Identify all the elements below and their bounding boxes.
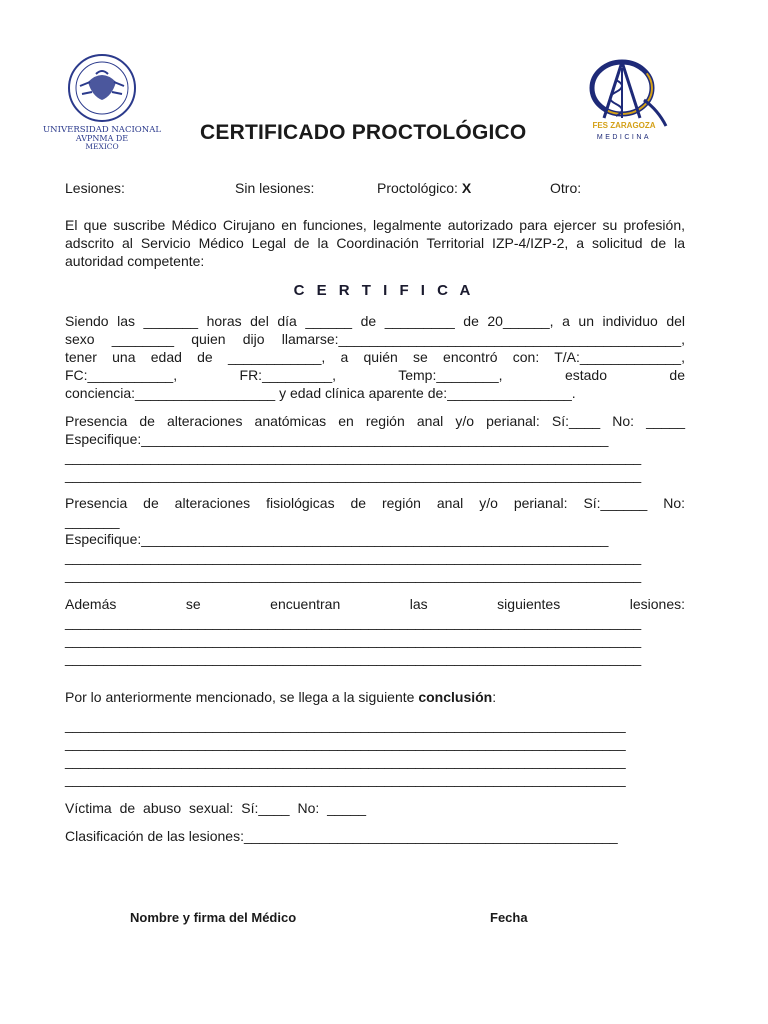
p1-line-2: sexo ________ quien dijo llamarse:____________________________________________, [65, 331, 685, 347]
intro-paragraph: El que suscribe Médico Cirujano en funciones, legalmente autorizado para ejercer su profesión, adscrito al Servicio Médico Legal de la Coordinación Territorial IZP-4/IZP-2, a solicitud de la autoridad competente: [65, 217, 685, 269]
p1-line-5: conciencia:__________________ y edad clínica aparente de:________________. [65, 385, 576, 401]
s2-blank-1: __________________________________________________________________________ [65, 449, 642, 465]
caduceus-icon [574, 58, 678, 146]
s2-blank-2: __________________________________________________________________________ [65, 467, 642, 483]
sin-lesiones-label: Sin lesiones: [235, 180, 315, 196]
clasificacion-line: Clasificación de las lesiones:________________________________________________ [65, 828, 618, 844]
certifica-heading: C E R T I F I C A [293, 282, 475, 299]
s4-line-1: Además se encuentran las siguientes lesiones: [65, 596, 685, 612]
s4-blank-1: __________________________________________________________________________ [65, 614, 642, 630]
svg-text:AVPNMA DE: AVPNMA DE [75, 134, 129, 143]
s3-blank-2: __________________________________________________________________________ [65, 567, 642, 583]
svg-text:FES ZARAGOZA: FES ZARAGOZA [592, 121, 656, 130]
svg-text:UNIVERSIDAD NACIONAL: UNIVERSIDAD NACIONAL [43, 125, 161, 135]
s2-especifique: Especifique:____________________________________________________________ [65, 431, 609, 447]
s2-line-1: Presencia de alteraciones anatómicas en región anal y/o perianal: Sí:____ No: _____ [65, 413, 685, 429]
s5-prefix: Por lo anteriormente mencionado, se llega a la siguiente [65, 689, 419, 705]
otro-label: Otro: [550, 180, 582, 196]
signature-date-label: Fecha [490, 910, 528, 925]
s4-blank-3: __________________________________________________________________________ [65, 650, 642, 666]
s3-line-1: Presencia de alteraciones fisiológicas de región anal y/o perianal: Sí:______ No: [65, 495, 685, 511]
s3-especifique: Especifique:____________________________________________________________ [65, 531, 609, 547]
s5-suffix: : [492, 689, 497, 705]
unam-seal-icon [43, 52, 161, 152]
s5-blank-4: ________________________________________________________________________ [65, 771, 626, 787]
s5-blank-1: ________________________________________________________________________ [65, 717, 626, 733]
victima-line: Víctima de abuso sexual: Sí:____ No: _____ [65, 800, 367, 816]
s3-blank-1: __________________________________________________________________________ [65, 549, 642, 565]
svg-text:MEDICINA: MEDICINA [596, 134, 652, 141]
lesiones-label: Lesiones: [65, 180, 125, 196]
s4-blank-2: __________________________________________________________________________ [65, 632, 642, 648]
proctologico-mark: X [461, 180, 472, 196]
page-title: CERTIFICADO PROCTOLÓGICO [200, 121, 527, 144]
proctologico-label: Proctológico: [377, 180, 458, 196]
proctologico-field [377, 180, 471, 196]
p1-line-4: FC:___________, FR:_________, Temp:________, estado de [65, 367, 685, 383]
signature-name-label: Nombre y firma del Médico [130, 910, 297, 925]
p1-line-1: Siendo las _______ horas del día ______ de _________ de 20______, a un individuo del [65, 313, 685, 329]
p1-line-3: tener una edad de ____________, a quién se encontró con: T/A:_____________, [65, 349, 685, 365]
svg-text:MEXICO: MEXICO [85, 142, 119, 151]
s3-line-2: _______ [65, 513, 120, 529]
s5-conclusion-bold: conclusión [418, 689, 493, 705]
s5-line-1 [65, 688, 685, 706]
s5-blank-3: ________________________________________________________________________ [65, 753, 626, 769]
s5-blank-2: ________________________________________________________________________ [65, 735, 626, 751]
